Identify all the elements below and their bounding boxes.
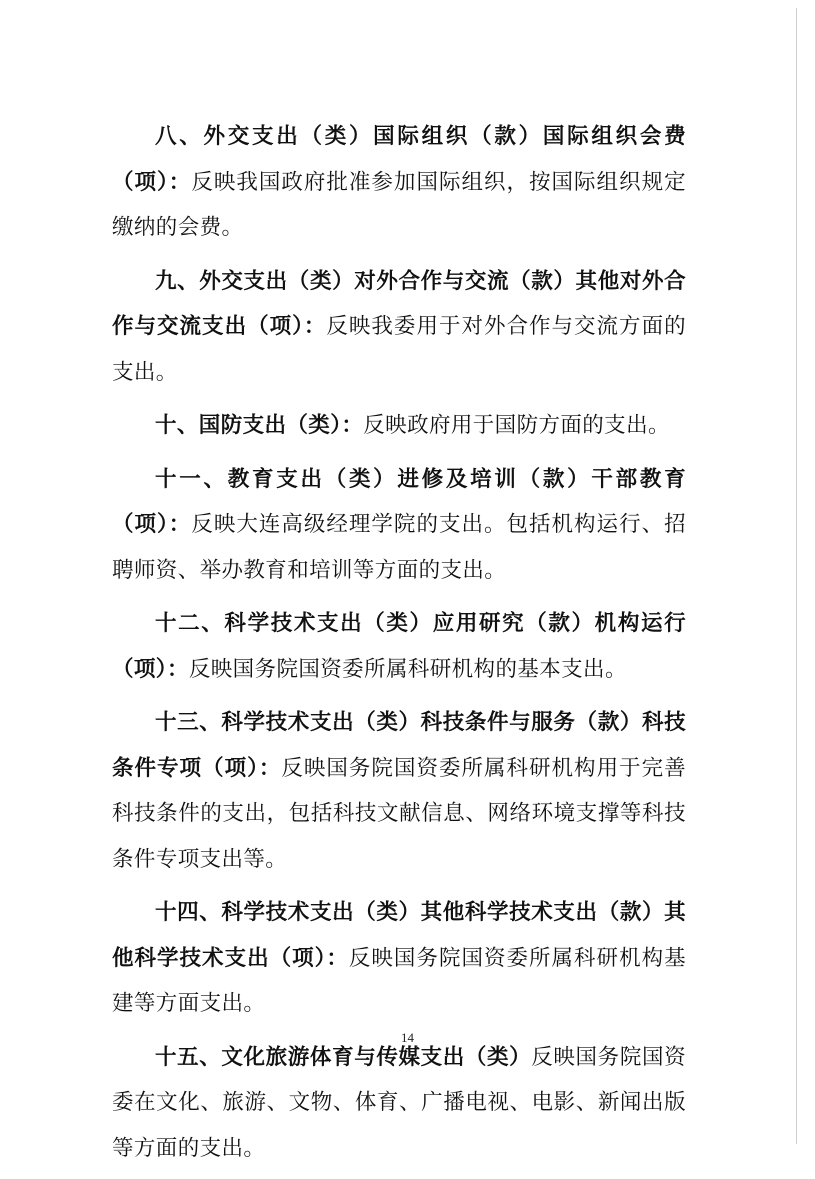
paragraph-text: 反映国务院国资委所属科研机构基建等方面支出。 [112, 945, 686, 1016]
paragraph-heading: 十、国防支出（类）： [155, 413, 364, 438]
page-edge-line [796, 8, 797, 1144]
document-body [112, 114, 686, 1179]
paragraph-heading: 十四、科学技术支出（类）其他科学技术支出（款）其他科学技术支出（项）： [112, 900, 686, 971]
paragraph-text: 反映政府用于国防方面的支出。 [363, 413, 670, 438]
paragraph-text: 反映我国政府批准参加国际组织，按国际组织规定缴纳的会费。 [112, 169, 686, 240]
paragraph-13 [112, 700, 686, 882]
paragraph-15 [112, 1035, 686, 1172]
paragraph-text: 反映国务院国资委所属科研机构用于完善科技条件的支出，包括科技文献信息、网络环境支撑等科技条件专项支出等。 [112, 755, 687, 872]
paragraph-heading: 九、外交支出（类）对外合作与交流（款）其他对外合作与交流支出（项）： [112, 268, 686, 339]
paragraph-text: 反映大连高级经理学院的支出。包括机构运行、招聘师资、举办教育和培训等方面的支出。 [112, 512, 686, 583]
paragraph-10 [112, 403, 686, 449]
paragraph-heading: 十一、教育支出（类）进修及培训（款）干部教育（项）： [112, 466, 686, 537]
paragraph-11 [112, 457, 686, 594]
paragraph-12 [112, 601, 686, 692]
paragraph-heading: 十二、科学技术支出（类）应用研究（款）机构运行（项）： [112, 611, 686, 682]
paragraph-text: 反映我委用于对外合作与交流方面的支出。 [112, 314, 686, 385]
page-number: 14 [401, 1030, 414, 1045]
paragraph-heading: 十三、科学技术支出（类）科技条件与服务（款）科技条件专项（项）： [112, 710, 686, 781]
paragraph-heading: 十五、文化旅游体育与传媒支出（类） [155, 1044, 532, 1070]
paragraph-9 [112, 259, 686, 396]
paragraph-heading: 八、外交支出（类）国际组织（款）国际组织会费（项）： [112, 124, 686, 195]
paragraph-text: 反映国务院国资委在文化、旅游、文物、体育、广播电视、电影、新闻出版等方面的支出。 [112, 1044, 686, 1161]
paragraph-14 [112, 890, 686, 1027]
paragraph-text: 反映国务院国资委所属科研机构的基本支出。 [188, 656, 627, 682]
paragraph-8 [112, 114, 686, 251]
